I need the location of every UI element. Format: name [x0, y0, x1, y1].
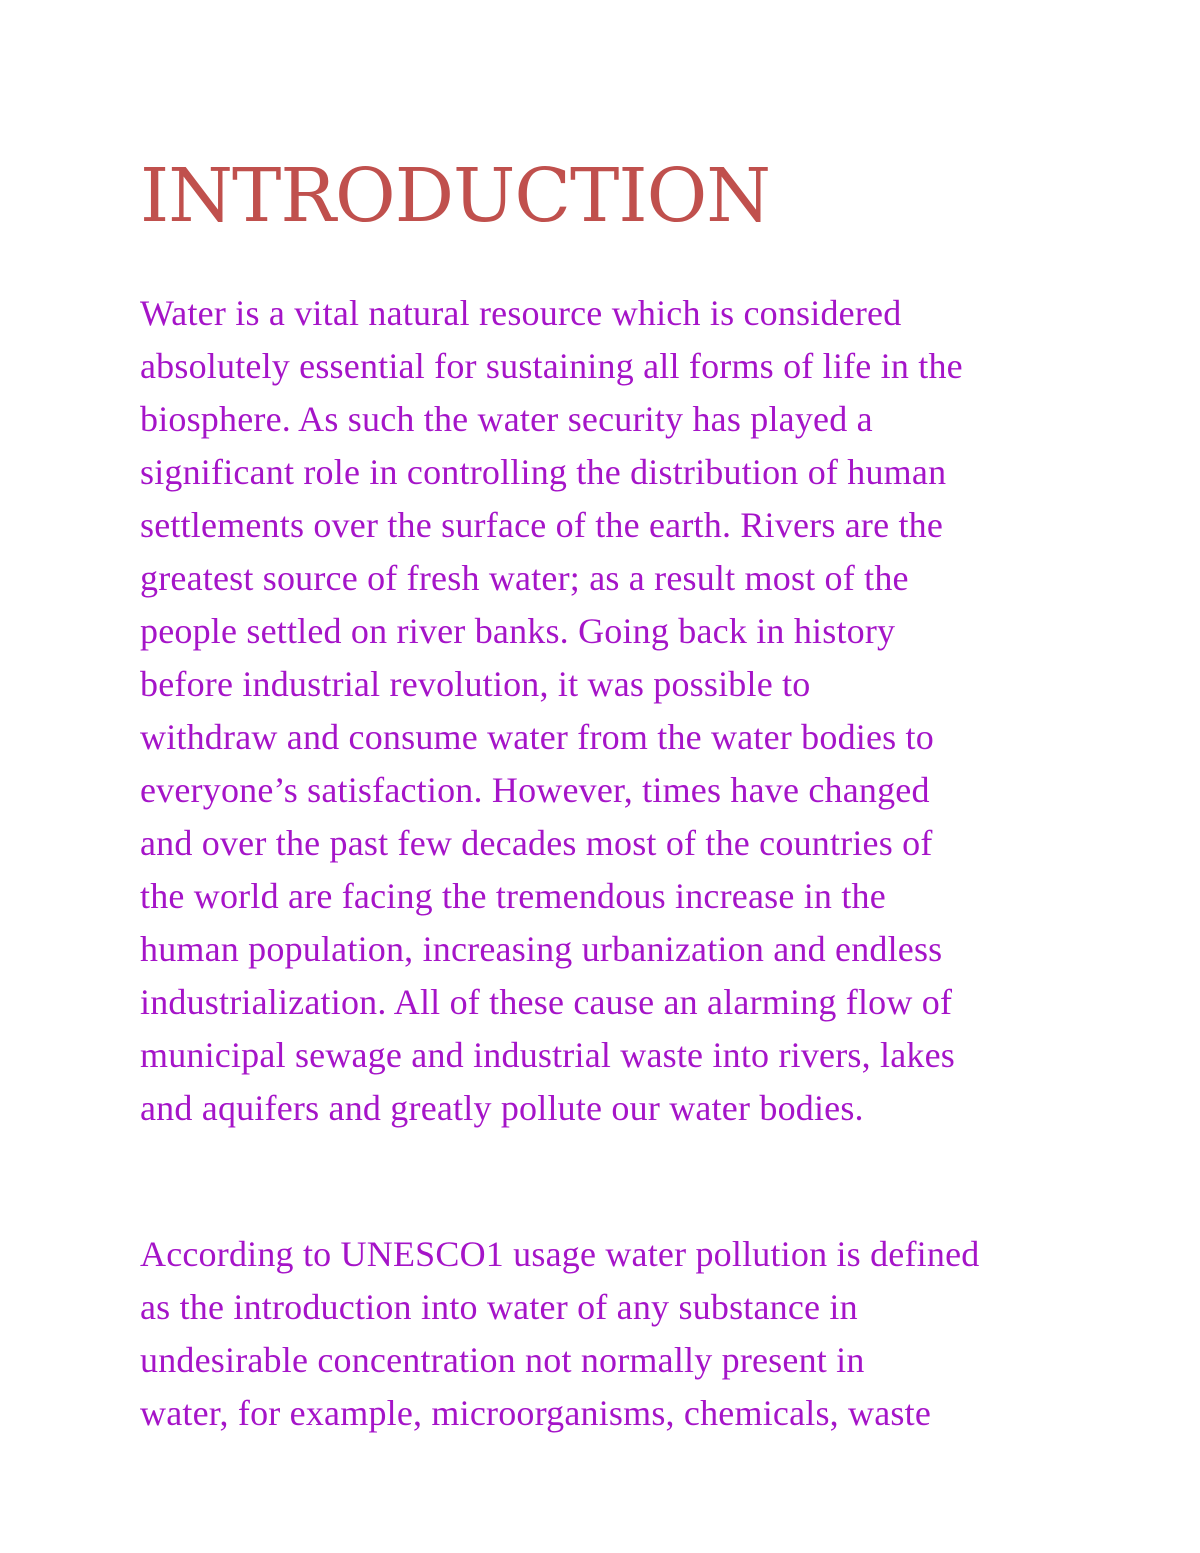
- paragraph-line: greatest source of fresh water; as a result most of the: [140, 558, 909, 598]
- paragraph-line: and aquifers and greatly pollute our water bodies.: [140, 1088, 864, 1128]
- paragraph-line: Water is a vital natural resource which is considered: [140, 293, 902, 333]
- page-title: INTRODUCTION: [140, 153, 771, 239]
- paragraph-line: water, for example, microorganisms, chemicals, waste: [140, 1393, 932, 1433]
- paragraph-line: absolutely essential for sustaining all forms of life in the: [140, 346, 963, 386]
- paragraph-line: the world are facing the tremendous increase in the: [140, 876, 886, 916]
- paragraph-line: before industrial revolution, it was possible to: [140, 664, 811, 704]
- paragraph-line: human population, increasing urbanization and endless: [140, 929, 943, 969]
- paragraph-line: everyone’s satisfaction. However, times have changed: [140, 770, 930, 810]
- paragraph-line: municipal sewage and industrial waste into rivers, lakes: [140, 1035, 955, 1075]
- paragraph-line: According to UNESCO1 usage water pollution is defined: [140, 1234, 980, 1274]
- paragraph-line: settlements over the surface of the earth. Rivers are the: [140, 505, 944, 545]
- paragraph-line: undesirable concentration not normally present in: [140, 1340, 865, 1380]
- paragraph-intro: [140, 287, 1080, 1135]
- paragraph-definition: [140, 1228, 1080, 1440]
- paragraph-line: significant role in controlling the distribution of human: [140, 452, 947, 492]
- paragraph-line: industrialization. All of these cause an alarming flow of: [140, 982, 953, 1022]
- paragraph-line: people settled on river banks. Going back in history: [140, 611, 896, 651]
- paragraph-line: withdraw and consume water from the water bodies to: [140, 717, 934, 757]
- paragraph-line: biosphere. As such the water security has played a: [140, 399, 873, 439]
- paragraph-line: as the introduction into water of any substance in: [140, 1287, 858, 1327]
- paragraph-line: and over the past few decades most of the countries of: [140, 823, 933, 863]
